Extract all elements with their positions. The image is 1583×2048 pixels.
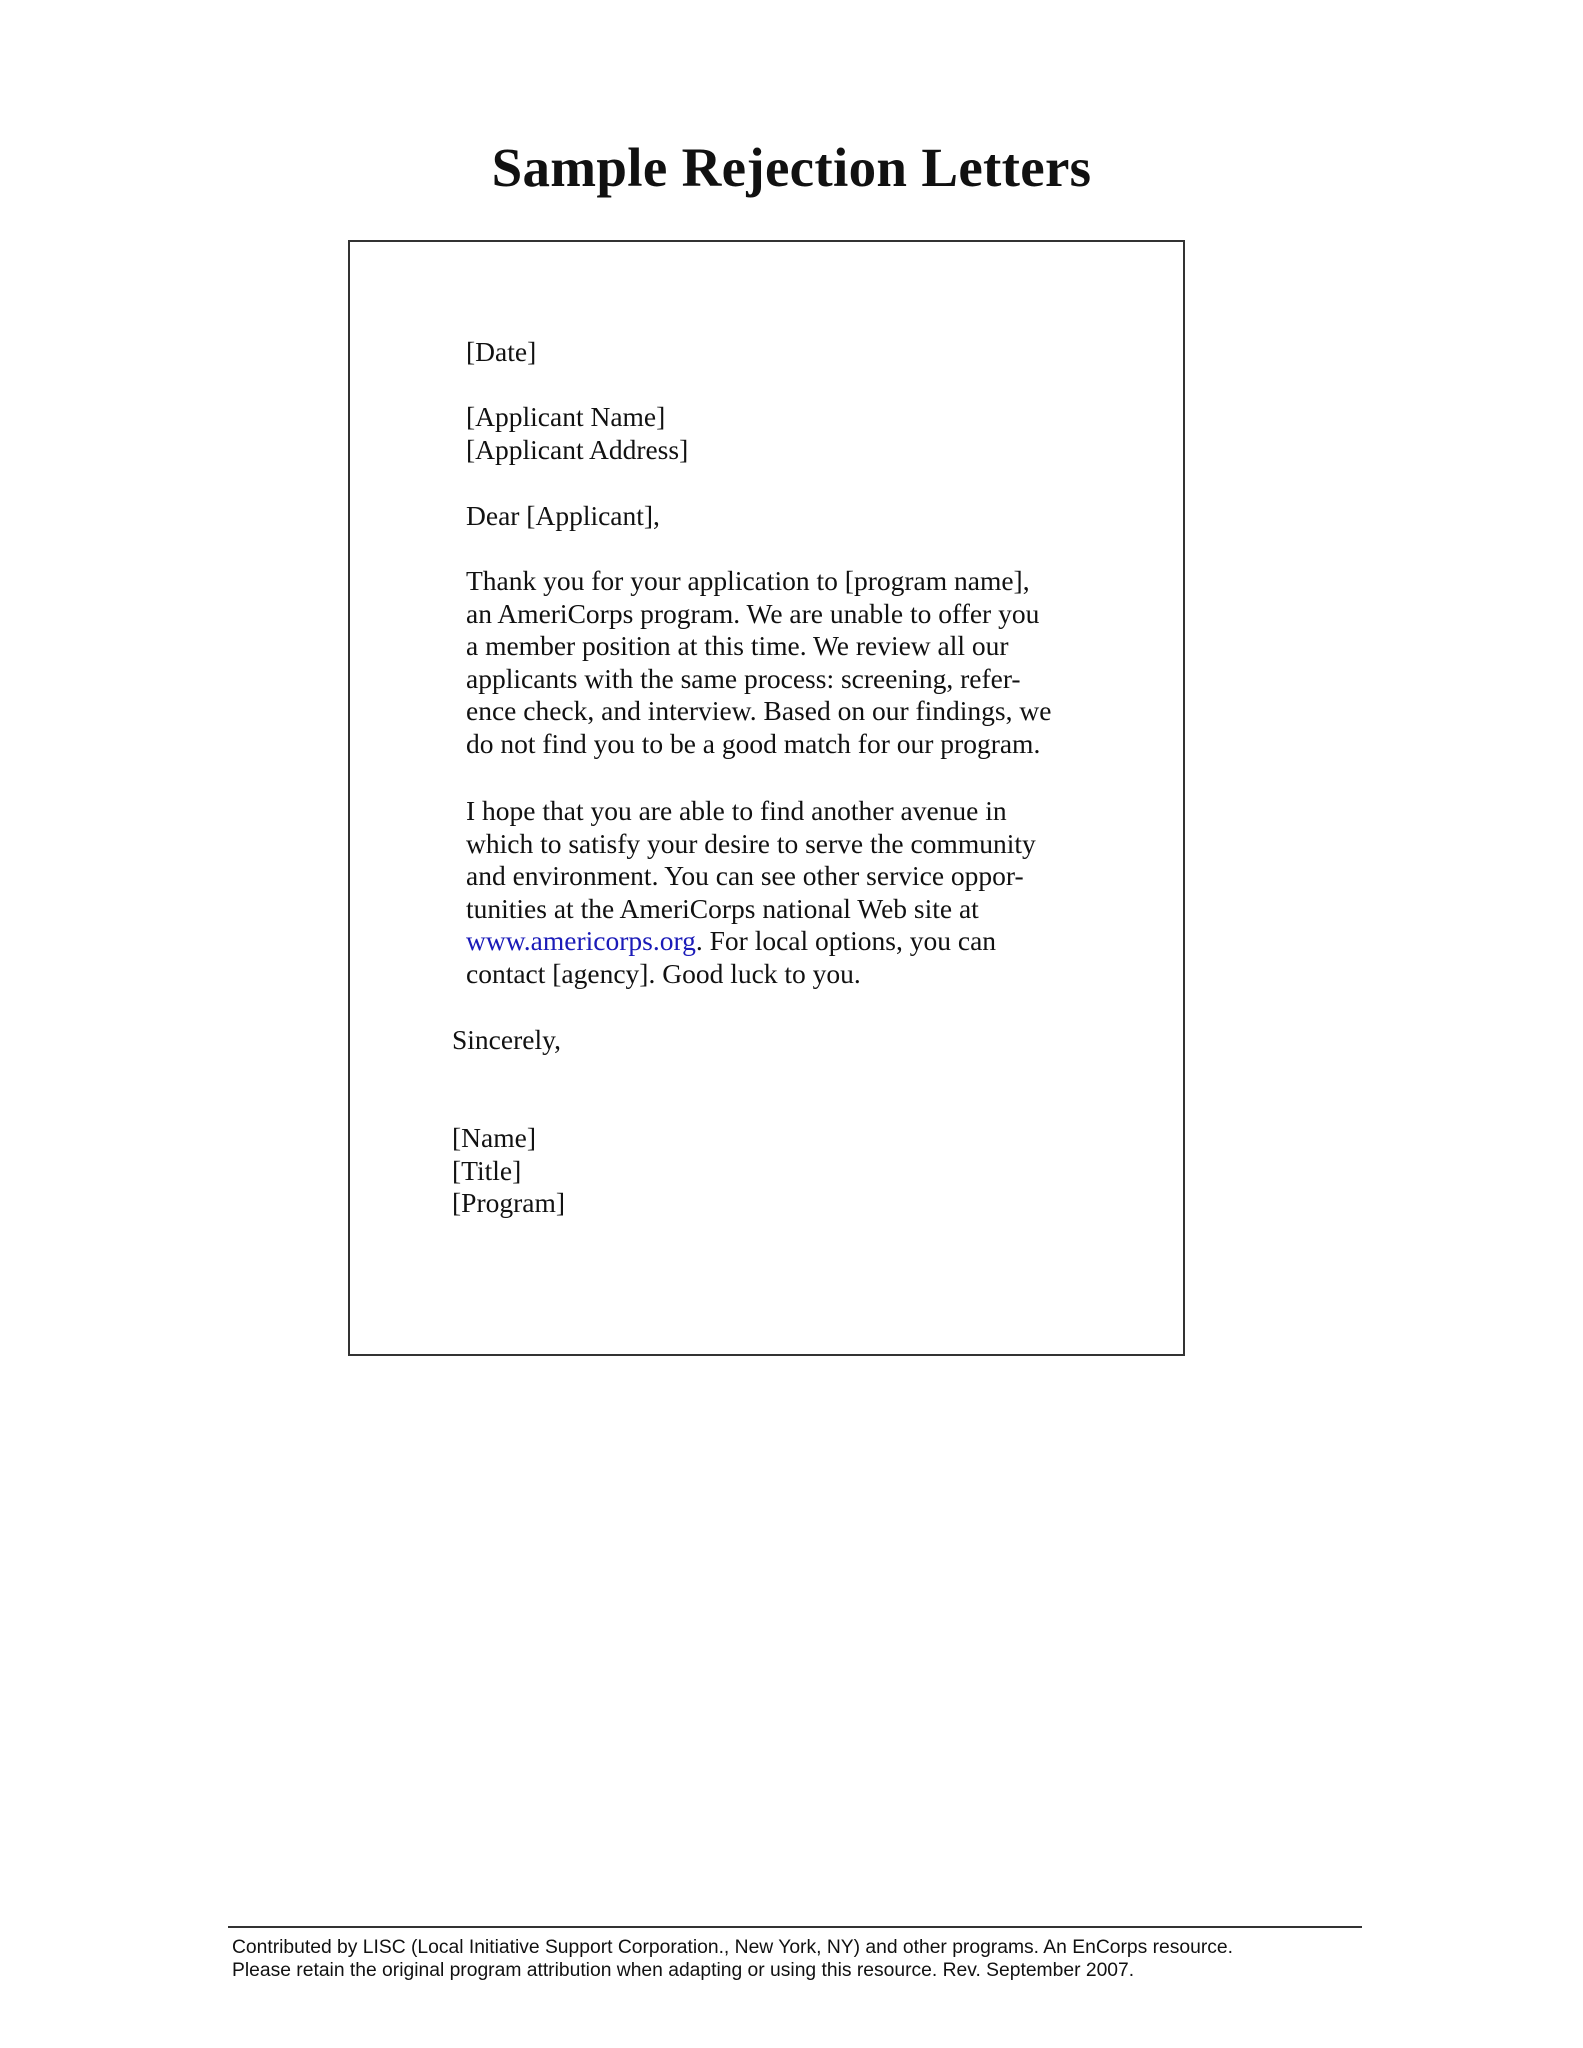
signature-title-placeholder: [Title]: [452, 1154, 522, 1186]
paragraph-line: applicants with the same process: screening, refer-: [466, 662, 1021, 694]
americorps-link[interactable]: www.americorps.org: [466, 925, 696, 957]
applicant-address-placeholder: [Applicant Address]: [466, 433, 689, 465]
body-paragraph-1: [466, 565, 1051, 761]
paragraph-line: an AmeriCorps program. We are unable to offer you: [466, 597, 1040, 629]
signature-program-placeholder: [Program]: [452, 1187, 566, 1219]
date-placeholder: [Date]: [466, 336, 537, 367]
paragraph-line: I hope that you are able to find another avenue in: [466, 795, 1007, 826]
paragraph-line-continuation: . For local options, you can: [695, 925, 997, 957]
paragraph-line: tunities at the AmeriCorps national Web site at: [466, 892, 979, 924]
paragraph-line: which to satisfy your desire to serve the community: [466, 827, 1036, 859]
paragraph-line: and environment. You can see other service oppor-: [466, 860, 1024, 892]
applicant-name-placeholder: [Applicant Name]: [466, 401, 666, 432]
body-paragraph-2: [466, 795, 1036, 991]
paragraph-line: ence check, and interview. Based on our findings, we: [466, 695, 1052, 727]
letter-date: [466, 336, 536, 369]
salutation-text: Dear [Applicant],: [466, 500, 660, 531]
signature-block: [452, 1122, 565, 1220]
closing-text: Sincerely,: [452, 1024, 561, 1055]
paragraph-line-with-link: [466, 925, 1036, 958]
paragraph-line: contact [agency]. Good luck to you.: [466, 957, 861, 989]
paragraph-line: Thank you for your application to [program name],: [466, 565, 1030, 596]
page-title: Sample Rejection Letters: [491, 137, 1092, 198]
signature-name-placeholder: [Name]: [452, 1122, 536, 1153]
paragraph-line: do not find you to be a good match for our program.: [466, 727, 1041, 759]
closing: [452, 1024, 561, 1057]
footer-line-2: Please retain the original program attribution when adapting or using this resource. Rev. September 2007.: [232, 1960, 1135, 1981]
footer-attribution: [232, 1936, 1233, 1982]
applicant-block: [466, 401, 688, 466]
paragraph-line: a member position at this time. We review all our: [466, 630, 1009, 662]
footer-line-1: Contributed by LISC (Local Initiative Support Corporation., New York, NY) and other programs. An EnCorps resource.: [232, 1937, 1233, 1958]
footer-divider: [228, 1926, 1362, 1928]
salutation: [466, 500, 660, 533]
